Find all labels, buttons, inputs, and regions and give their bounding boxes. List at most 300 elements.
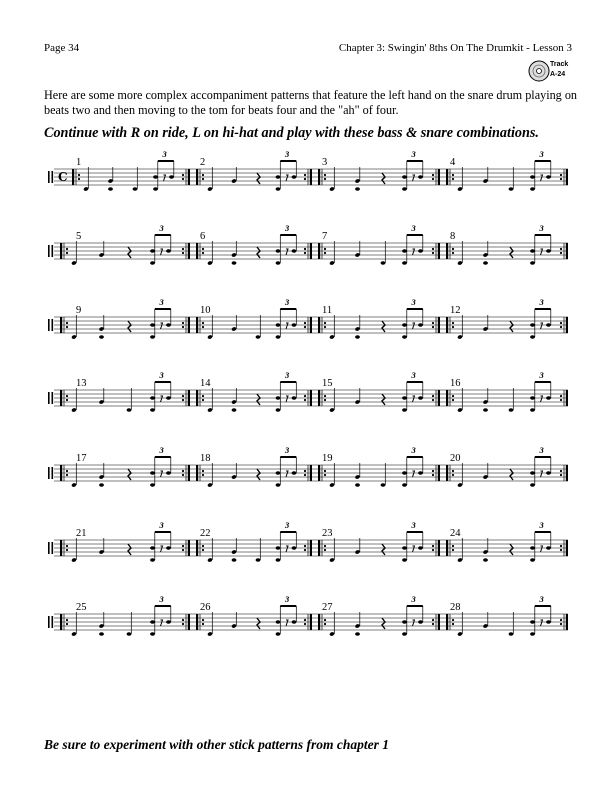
bass-note	[509, 408, 514, 412]
repeat-dot	[202, 474, 204, 476]
bass-note	[530, 187, 535, 191]
chapter-heading: Chapter 3: Swingin' 8ths On The Drumkit - Lesson 3	[338, 42, 572, 54]
repeat-bar	[310, 465, 312, 481]
repeat-dot	[66, 474, 68, 476]
tom-note	[166, 546, 171, 550]
repeat-bar	[446, 614, 448, 630]
measure-number: 25	[76, 602, 87, 613]
repeat-dot	[202, 470, 204, 472]
tom-note	[402, 471, 407, 475]
eighth-rest	[541, 249, 543, 255]
eighth-rest	[413, 249, 415, 255]
repeat-dot	[182, 174, 184, 176]
repeat-dot	[560, 545, 562, 547]
repeat-dot	[66, 326, 68, 328]
repeat-bar	[310, 614, 312, 630]
repeat-dot	[432, 474, 434, 476]
time-signature: C	[58, 170, 68, 184]
percussion-clef	[52, 467, 54, 479]
triplet-mark: 3	[411, 297, 416, 307]
triplet-mark: 3	[159, 223, 164, 233]
bass-note	[483, 558, 488, 562]
bass-note	[276, 558, 281, 562]
percussion-clef	[52, 171, 54, 183]
repeat-dot	[304, 395, 306, 397]
quarter-rest	[382, 544, 385, 555]
repeat-bar	[446, 169, 448, 185]
quarter-rest	[382, 618, 385, 629]
footer-note: Be sure to experiment with other stick patterns from chapter 1	[44, 737, 390, 752]
repeat-bar	[446, 465, 448, 481]
repeat-dot	[304, 399, 306, 401]
tom-note	[292, 323, 297, 327]
repeat-dot	[324, 178, 326, 180]
repeat-dot	[78, 174, 80, 176]
tom-note	[530, 249, 535, 253]
tom-note	[276, 249, 281, 253]
triplet-mark: 3	[539, 149, 544, 159]
repeat-dot	[182, 545, 184, 547]
repeat-dot	[324, 399, 326, 401]
bass-note	[530, 558, 535, 562]
repeat-dot	[304, 252, 306, 254]
repeat-dot	[202, 178, 204, 180]
repeat-dot	[452, 549, 454, 551]
percussion-clef	[48, 171, 50, 183]
repeat-bar	[446, 540, 448, 556]
repeat-dot	[432, 623, 434, 625]
repeat-bar	[310, 317, 312, 333]
bass-note	[232, 558, 237, 562]
repeat-dot	[182, 248, 184, 250]
bass-note	[355, 632, 360, 636]
repeat-dot	[66, 252, 68, 254]
triplet-mark: 3	[285, 149, 290, 159]
tom-note	[530, 175, 535, 179]
triplet-mark: 3	[411, 594, 416, 604]
tom-note	[546, 546, 551, 550]
repeat-bar	[310, 169, 312, 185]
tom-note	[150, 620, 155, 624]
repeat-dot	[66, 619, 68, 621]
bass-note	[150, 408, 155, 412]
repeat-dot	[182, 470, 184, 472]
intro-paragraph: Here are some more complex accompaniment patterns that feature the left hand on the snare drum playing on beats two and then moving to the tom for beats four and the "ah" of four.	[44, 88, 578, 117]
tom-note	[150, 396, 155, 400]
repeat-dot	[324, 248, 326, 250]
repeat-bar	[318, 614, 320, 630]
repeat-dot	[182, 619, 184, 621]
tom-note	[418, 620, 423, 624]
triplet-mark: 3	[411, 520, 416, 530]
triplet-mark: 3	[285, 297, 290, 307]
repeat-dot	[432, 619, 434, 621]
repeat-bar	[310, 390, 312, 406]
repeat-dot	[66, 545, 68, 547]
tom-note	[530, 396, 535, 400]
tom-note	[169, 175, 174, 179]
repeat-dot	[452, 545, 454, 547]
repeat-dot	[560, 248, 562, 250]
repeat-dot	[432, 545, 434, 547]
repeat-dot	[304, 326, 306, 328]
repeat-bar	[438, 614, 440, 630]
repeat-bar	[438, 540, 440, 556]
repeat-dot	[432, 322, 434, 324]
repeat-bar	[566, 614, 568, 630]
tom-note	[530, 471, 535, 475]
bass-note	[381, 483, 386, 487]
repeat-dot	[452, 623, 454, 625]
repeat-dot	[182, 178, 184, 180]
triplet-mark: 3	[411, 223, 416, 233]
repeat-dot	[202, 174, 204, 176]
repeat-dot	[304, 474, 306, 476]
measure-number: 13	[76, 378, 87, 389]
eighth-rest	[286, 396, 288, 402]
bass-note	[150, 558, 155, 562]
measure-number: 19	[322, 453, 333, 464]
repeat-dot	[202, 545, 204, 547]
bass-note	[276, 483, 281, 487]
percussion-clef	[48, 392, 50, 404]
eighth-rest	[541, 546, 543, 552]
repeat-bar	[196, 317, 198, 333]
percussion-clef	[52, 245, 54, 257]
bass-note	[256, 558, 261, 562]
repeat-bar	[196, 169, 198, 185]
bass-note	[108, 187, 113, 191]
tom-note	[150, 471, 155, 475]
repeat-bar	[438, 465, 440, 481]
tom-note	[292, 175, 297, 179]
repeat-dot	[452, 395, 454, 397]
repeat-dot	[452, 178, 454, 180]
measure-number: 7	[322, 231, 328, 242]
repeat-dot	[432, 178, 434, 180]
bass-note	[530, 408, 535, 412]
repeat-dot	[182, 326, 184, 328]
triplet-mark: 3	[159, 445, 164, 455]
repeat-dot	[182, 399, 184, 401]
eighth-rest	[413, 471, 415, 477]
repeat-bar	[318, 540, 320, 556]
bass-note	[355, 187, 360, 191]
repeat-dot	[66, 248, 68, 250]
repeat-dot	[182, 474, 184, 476]
tom-note	[402, 175, 407, 179]
repeat-bar	[188, 540, 190, 556]
quarter-rest	[257, 247, 260, 258]
tom-note	[276, 471, 281, 475]
tom-note	[292, 546, 297, 550]
track-label: Track	[550, 61, 569, 68]
repeat-dot	[324, 252, 326, 254]
quarter-rest	[382, 321, 385, 332]
measure-number: 11	[322, 305, 333, 316]
bass-note	[530, 632, 535, 636]
repeat-dot	[182, 395, 184, 397]
bass-note	[509, 632, 514, 636]
repeat-dot	[432, 470, 434, 472]
bass-note	[127, 408, 132, 412]
quarter-rest	[510, 247, 513, 258]
repeat-dot	[560, 474, 562, 476]
repeat-dot	[304, 623, 306, 625]
tom-note	[150, 546, 155, 550]
percussion-clef	[52, 319, 54, 331]
quarter-rest	[510, 469, 513, 480]
triplet-mark: 3	[539, 297, 544, 307]
bass-note	[530, 483, 535, 487]
repeat-bar	[566, 243, 568, 259]
tom-note	[402, 396, 407, 400]
repeat-bar	[566, 390, 568, 406]
eighth-rest	[286, 175, 288, 181]
eighth-rest	[541, 323, 543, 329]
percussion-clef	[52, 542, 54, 554]
tom-note	[418, 323, 423, 327]
repeat-bar	[196, 465, 198, 481]
repeat-bar	[318, 465, 320, 481]
repeat-dot	[202, 248, 204, 250]
repeat-dot	[66, 549, 68, 551]
repeat-dot	[202, 549, 204, 551]
repeat-dot	[304, 470, 306, 472]
bass-note	[127, 632, 132, 636]
repeat-dot	[304, 322, 306, 324]
measure-number: 14	[200, 378, 211, 389]
bass-note	[355, 335, 360, 339]
measure-number: 9	[76, 305, 82, 316]
bass-note	[402, 335, 407, 339]
bass-note	[276, 261, 281, 265]
eighth-rest	[161, 396, 163, 402]
quarter-rest	[510, 544, 513, 555]
repeat-bar	[446, 390, 448, 406]
repeat-dot	[432, 399, 434, 401]
triplet-mark: 3	[411, 149, 416, 159]
quarter-rest	[128, 321, 131, 332]
repeat-dot	[560, 178, 562, 180]
tom-note	[418, 396, 423, 400]
percussion-clef	[52, 616, 54, 628]
bass-note	[402, 261, 407, 265]
bass-note	[276, 632, 281, 636]
track-number: A-24	[550, 71, 566, 78]
repeat-dot	[182, 623, 184, 625]
repeat-dot	[182, 322, 184, 324]
repeat-dot	[66, 322, 68, 324]
repeat-dot	[202, 619, 204, 621]
tom-note	[546, 620, 551, 624]
triplet-mark: 3	[159, 370, 164, 380]
repeat-bar	[566, 317, 568, 333]
repeat-dot	[304, 174, 306, 176]
measure-number: 22	[200, 528, 211, 539]
triplet-mark: 3	[159, 297, 164, 307]
eighth-rest	[541, 175, 543, 181]
repeat-dot	[304, 549, 306, 551]
repeat-dot	[324, 545, 326, 547]
eighth-rest	[541, 620, 543, 626]
tom-note	[276, 175, 281, 179]
repeat-dot	[560, 549, 562, 551]
repeat-bar	[566, 465, 568, 481]
bass-note	[402, 408, 407, 412]
tom-note	[276, 620, 281, 624]
repeat-dot	[432, 174, 434, 176]
repeat-dot	[560, 326, 562, 328]
eighth-rest	[286, 471, 288, 477]
repeat-dot	[560, 174, 562, 176]
bass-note	[99, 632, 104, 636]
tom-note	[276, 396, 281, 400]
repeat-bar	[60, 614, 62, 630]
repeat-dot	[202, 399, 204, 401]
repeat-dot	[66, 395, 68, 397]
repeat-dot	[324, 619, 326, 621]
triplet-mark: 3	[285, 520, 290, 530]
measure-number: 16	[450, 378, 461, 389]
measure-number: 8	[450, 231, 456, 242]
triplet-mark: 3	[159, 520, 164, 530]
measure-number: 20	[450, 453, 461, 464]
tom-note	[292, 249, 297, 253]
measure-number: 21	[76, 528, 87, 539]
tom-note	[150, 323, 155, 327]
repeat-bar	[438, 243, 440, 259]
tom-note	[166, 471, 171, 475]
bass-note	[256, 335, 261, 339]
repeat-dot	[324, 474, 326, 476]
tom-note	[402, 249, 407, 253]
bass-note	[276, 408, 281, 412]
triplet-mark: 3	[411, 445, 416, 455]
measure-number: 5	[76, 231, 82, 242]
repeat-dot	[432, 252, 434, 254]
repeat-dot	[560, 623, 562, 625]
repeat-dot	[324, 623, 326, 625]
repeat-dot	[452, 470, 454, 472]
quarter-rest	[257, 173, 260, 184]
repeat-bar	[60, 317, 62, 333]
repeat-dot	[66, 399, 68, 401]
repeat-dot	[560, 395, 562, 397]
repeat-dot	[452, 248, 454, 250]
repeat-dot	[324, 326, 326, 328]
eighth-rest	[286, 546, 288, 552]
repeat-dot	[432, 549, 434, 551]
repeat-dot	[432, 248, 434, 250]
repeat-bar	[438, 317, 440, 333]
repeat-dot	[560, 619, 562, 621]
repeat-dot	[560, 322, 562, 324]
measure-number: 24	[450, 528, 461, 539]
repeat-bar	[318, 317, 320, 333]
quarter-rest	[257, 394, 260, 405]
percussion-clef	[48, 542, 50, 554]
repeat-bar	[446, 317, 448, 333]
repeat-dot	[452, 252, 454, 254]
measure-number: 2	[200, 157, 206, 168]
repeat-bar	[60, 243, 62, 259]
eighth-rest	[161, 546, 163, 552]
bass-note	[276, 187, 281, 191]
repeat-dot	[560, 252, 562, 254]
percussion-clef	[48, 319, 50, 331]
eighth-rest	[161, 620, 163, 626]
bass-note	[509, 187, 514, 191]
repeat-bar	[446, 243, 448, 259]
repeat-bar	[188, 465, 190, 481]
bass-note	[150, 335, 155, 339]
measure-number: 18	[200, 453, 211, 464]
triplet-mark: 3	[411, 370, 416, 380]
repeat-dot	[202, 252, 204, 254]
measure-number: 15	[322, 378, 333, 389]
tom-note	[402, 323, 407, 327]
repeat-dot	[324, 470, 326, 472]
tom-note	[166, 323, 171, 327]
repeat-bar	[566, 540, 568, 556]
bass-note	[355, 483, 360, 487]
triplet-mark: 3	[285, 223, 290, 233]
tom-note	[418, 175, 423, 179]
quarter-rest	[257, 469, 260, 480]
bass-note	[402, 558, 407, 562]
triplet-mark: 3	[159, 594, 164, 604]
eighth-rest	[413, 396, 415, 402]
eighth-rest	[541, 471, 543, 477]
instruction-heading: Continue with R on ride, L on hi-hat and play with these bass & snare combinations.	[44, 125, 539, 141]
tom-note	[546, 175, 551, 179]
tom-note	[402, 546, 407, 550]
bass-note	[483, 408, 488, 412]
repeat-dot	[324, 322, 326, 324]
repeat-dot	[452, 326, 454, 328]
repeat-dot	[66, 470, 68, 472]
repeat-bar	[196, 243, 198, 259]
eighth-rest	[286, 323, 288, 329]
repeat-dot	[324, 395, 326, 397]
repeat-bar	[310, 243, 312, 259]
repeat-bar	[188, 169, 190, 185]
tom-note	[546, 396, 551, 400]
repeat-dot	[560, 399, 562, 401]
quarter-rest	[382, 173, 385, 184]
bass-note	[402, 187, 407, 191]
repeat-bar	[318, 243, 320, 259]
tom-note	[530, 323, 535, 327]
tom-note	[166, 396, 171, 400]
tom-note	[150, 249, 155, 253]
bass-note	[150, 632, 155, 636]
quarter-rest	[382, 394, 385, 405]
measure-number: 28	[450, 602, 461, 613]
bass-note	[232, 261, 237, 265]
tom-note	[276, 546, 281, 550]
bass-note	[276, 335, 281, 339]
bass-note	[99, 335, 104, 339]
triplet-mark: 3	[285, 445, 290, 455]
tom-note	[418, 546, 423, 550]
quarter-rest	[128, 469, 131, 480]
repeat-dot	[202, 326, 204, 328]
repeat-bar	[318, 169, 320, 185]
repeat-dot	[304, 619, 306, 621]
bass-note	[150, 261, 155, 265]
